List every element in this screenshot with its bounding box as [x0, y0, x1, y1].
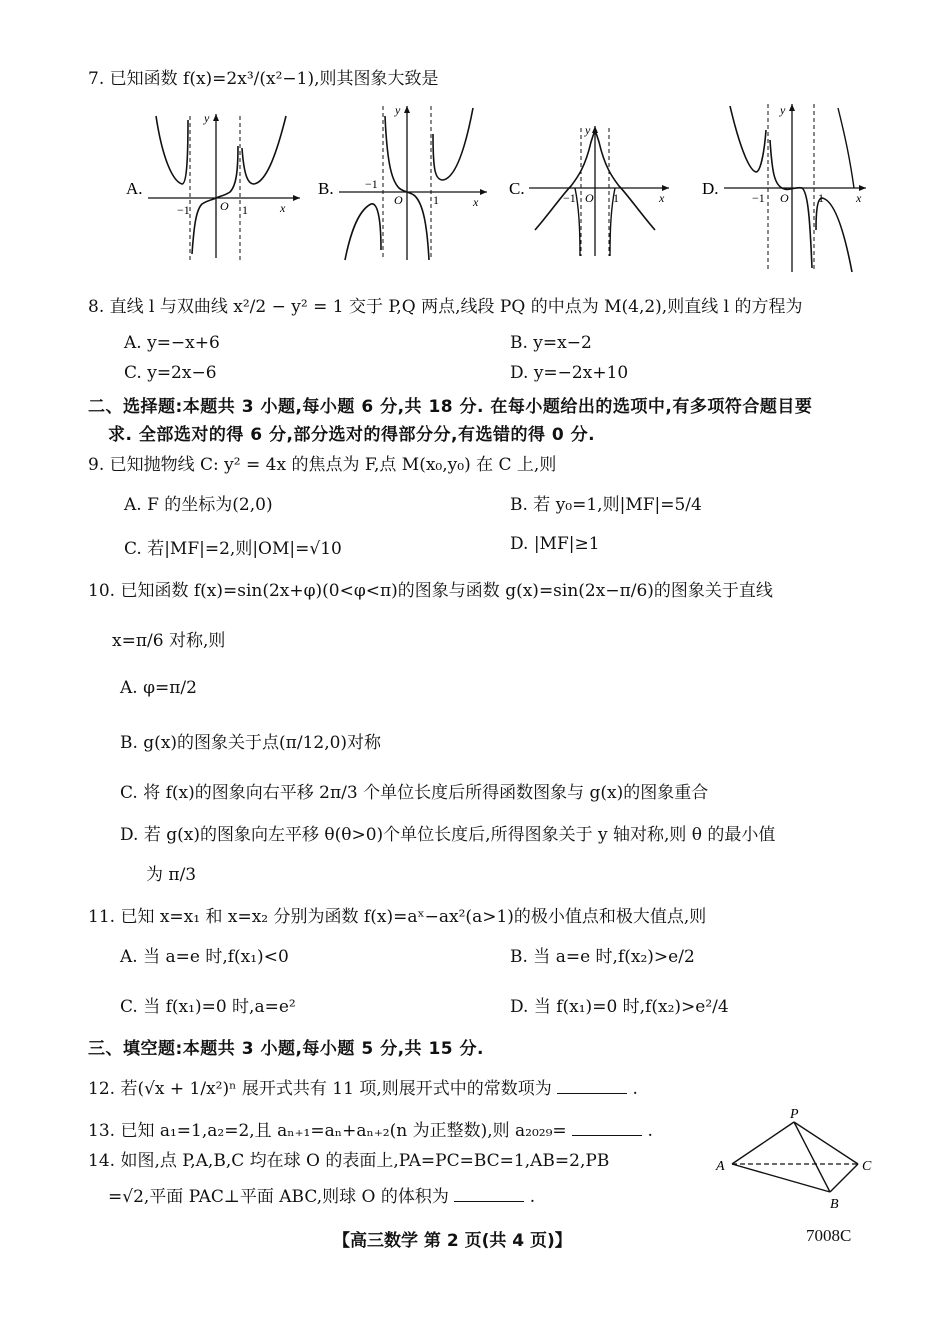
svg-text:1: 1: [818, 191, 824, 205]
q10-option-a: A. φ=π/2: [120, 678, 197, 698]
q7-stem: 7. 已知函数 f(x)=2x³/(x²−1),则其图象大致是: [88, 69, 439, 89]
q13-text: 13. 已知 a₁=1,a₂=2,且 aₙ₊₁=aₙ+aₙ₊₂(n 为正整数),则 a₂₀₂₉=: [88, 1121, 567, 1141]
svg-text:−1: −1: [365, 177, 378, 191]
svg-text:−1: −1: [752, 191, 765, 205]
svg-text:−1: −1: [563, 191, 576, 205]
svg-text:O: O: [780, 191, 789, 205]
q8-option-b: B. y=x−2: [510, 333, 592, 353]
q9-option-d: D. |MF|≥1: [510, 534, 600, 554]
graph-option-label: C.: [509, 179, 525, 198]
q10-stem: 10. 已知函数 f(x)=sin(2x+φ)(0<φ<π)的图象与函数 g(x)=sin(2x−π/6)的图象关于直线: [88, 581, 773, 601]
svg-text:−1: −1: [177, 203, 190, 217]
q11-option-b: B. 当 a=e 时,f(x₂)>e/2: [510, 947, 695, 967]
svg-text:1: 1: [613, 191, 619, 205]
q11-option-a: A. 当 a=e 时,f(x₁)<0: [120, 947, 289, 967]
svg-text:x: x: [659, 191, 665, 205]
q10-stem-cont: x=π/6 对称,则: [112, 631, 226, 651]
svg-text:B: B: [830, 1197, 839, 1212]
q11-stem: 11. 已知 x=x₁ 和 x=x₂ 分别为函数 f(x)=aˣ−ax²(a>1)的极小值点和极大值点,则: [88, 907, 707, 927]
q10-option-b: B. g(x)的图象关于点(π/12,0)对称: [120, 733, 382, 753]
section-2-heading: 二、选择题:本题共 3 小题,每小题 6 分,共 18 分. 在每小题给出的选项中,有多项符合题目要: [88, 397, 813, 417]
svg-text:x: x: [856, 191, 862, 205]
q13-answer-blank[interactable]: [572, 1121, 642, 1136]
q9-option-a: A. F 的坐标为(2,0): [124, 495, 273, 515]
q9-stem: 9. 已知抛物线 C: y² = 4x 的焦点为 F,点 M(x₀,y₀) 在 C 上,则: [88, 455, 557, 475]
svg-text:O: O: [585, 191, 594, 205]
paper-code: 7008C: [806, 1226, 852, 1245]
q12-answer-blank[interactable]: [557, 1079, 627, 1094]
svg-text:y: y: [780, 103, 786, 117]
graph-option-label: A.: [126, 179, 143, 198]
graph-option-label: D.: [702, 179, 719, 198]
svg-text:1: 1: [433, 193, 439, 207]
svg-text:x: x: [473, 195, 479, 209]
q8-option-d: D. y=−2x+10: [510, 363, 629, 383]
svg-text:x: x: [280, 201, 286, 215]
q12-line: 12. 若(√x + 1/x²)ⁿ 展开式共有 11 项,则展开式中的常数项为 .: [88, 1079, 638, 1099]
svg-text:y: y: [395, 103, 401, 117]
q14-answer-blank[interactable]: [454, 1187, 524, 1202]
q11-option-d: D. 当 f(x₁)=0 时,f(x₂)>e²/4: [510, 997, 729, 1017]
svg-text:O: O: [394, 193, 403, 207]
q7-graph-c: [505, 118, 675, 258]
q14-line2: =√2,平面 PAC⊥平面 ABC,则球 O 的体积为 .: [108, 1187, 536, 1207]
q13-line: 13. 已知 a₁=1,a₂=2,且 aₙ₊₁=aₙ+aₙ₊₂(n 为正整数),则 a₂₀₂₉= .: [88, 1121, 653, 1141]
q14-text: =√2,平面 PAC⊥平面 ABC,则球 O 的体积为: [108, 1187, 449, 1207]
svg-text:P: P: [790, 1107, 799, 1122]
q12-text: 12. 若(√x + 1/x²)ⁿ 展开式共有 11 项,则展开式中的常数项为: [88, 1079, 552, 1099]
section-3-heading: 三、填空题:本题共 3 小题,每小题 5 分,共 15 分.: [88, 1039, 484, 1059]
q8-option-a: A. y=−x+6: [124, 333, 220, 353]
page-footer: 【高三数学 第 2 页(共 4 页)】: [333, 1231, 572, 1251]
svg-text:C: C: [862, 1159, 872, 1174]
q10-option-d: D. 若 g(x)的图象向左平移 θ(θ>0)个单位长度后,所得图象关于 y 轴对称,则 θ 的最小值: [120, 825, 776, 845]
q9-option-c: C. 若|MF|=2,则|OM|=√10: [124, 539, 342, 559]
q14-stem: 14. 如图,点 P,A,B,C 均在球 O 的表面上,PA=PC=BC=1,AB=2,PB: [88, 1151, 610, 1171]
svg-text:O: O: [220, 199, 229, 213]
graph-option-label: B.: [318, 179, 334, 198]
q10-option-c: C. 将 f(x)的图象向右平移 2π/3 个单位长度后所得函数图象与 g(x)的图象重合: [120, 783, 709, 803]
q7-graph-b: [315, 100, 495, 265]
svg-text:y: y: [585, 123, 591, 137]
q7-graph-a: [120, 106, 305, 266]
q7-graph-d: [698, 100, 873, 275]
q14-figure: [708, 1106, 878, 1212]
svg-text:y: y: [204, 111, 210, 125]
section-2-heading-cont: 求. 全部选对的得 6 分,部分选对的得部分分,有选错的得 0 分.: [108, 425, 596, 445]
q10-option-d-cont: 为 π/3: [146, 865, 197, 885]
q9-option-b: B. 若 y₀=1,则|MF|=5/4: [510, 495, 702, 515]
svg-text:A: A: [716, 1159, 725, 1174]
q11-option-c: C. 当 f(x₁)=0 时,a=e²: [120, 997, 296, 1017]
q8-option-c: C. y=2x−6: [124, 363, 217, 383]
svg-text:1: 1: [242, 203, 248, 217]
q8-stem: 8. 直线 l 与双曲线 x²/2 − y² = 1 交于 P,Q 两点,线段 PQ 的中点为 M(4,2),则直线 l 的方程为: [88, 297, 803, 317]
